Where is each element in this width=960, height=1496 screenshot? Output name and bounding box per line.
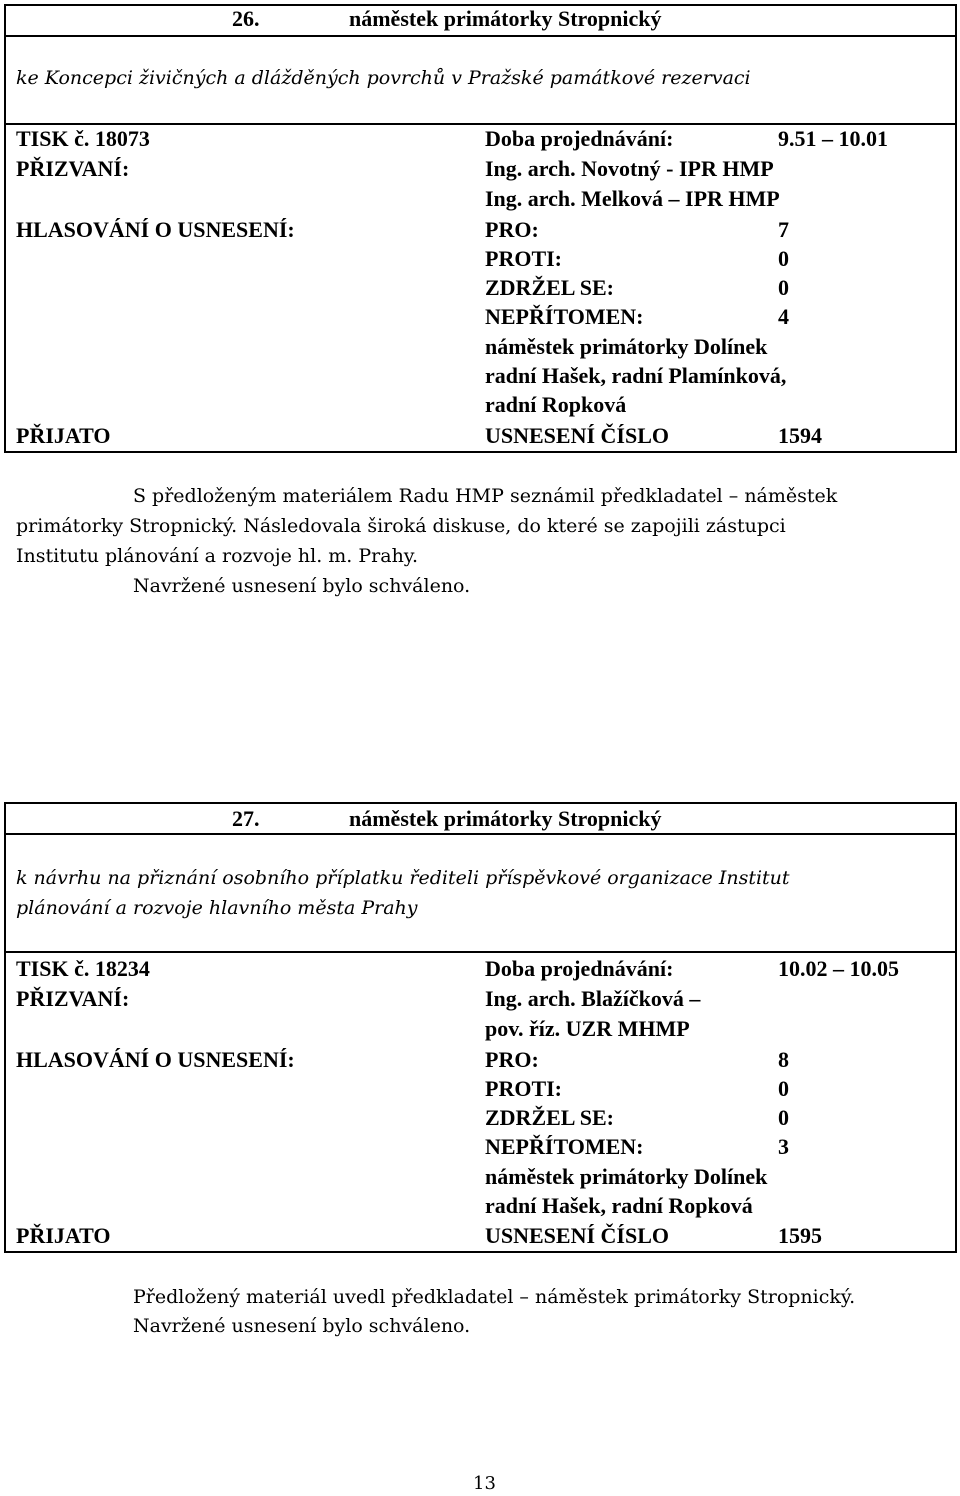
doba-label: Doba projednávání:: [485, 956, 674, 981]
absent-member: radní Hašek, radní Ropková: [485, 1193, 753, 1218]
prijato-label: PŘIJATO: [16, 423, 111, 448]
prizvani-label: PŘIZVANÍ:: [16, 986, 130, 1011]
doba-value: 9.51 – 10.01: [778, 126, 888, 151]
item-presenter: náměstek primátorky Stropnický: [349, 6, 662, 31]
note-line: S předloženým materiálem Radu HMP seznámil předkladatel – náměstek: [133, 485, 838, 507]
item-number: 27.: [232, 806, 260, 831]
zdrzel-label: ZDRŽEL SE:: [485, 275, 614, 300]
prizvani-person: Ing. arch. Blažíčková –: [485, 986, 701, 1011]
divider: [4, 833, 957, 835]
divider: [4, 123, 957, 125]
item-topic: ke Koncepci živičných a dlážděných povrchů v Pražské památkové rezervaci: [16, 67, 751, 89]
note-line: primátorky Stropnický. Následovala široká diskuse, do které se zapojili zástupci: [16, 515, 786, 537]
doba-value: 10.02 – 10.05: [778, 956, 899, 981]
proti-value: 0: [778, 1076, 789, 1101]
prizvani-person: Ing. arch. Melková – IPR HMP: [485, 186, 780, 211]
nepritomen-label: NEPŘÍTOMEN:: [485, 1134, 644, 1159]
usneseni-number: 1594: [778, 423, 822, 448]
item-number: 26.: [232, 6, 260, 31]
nepritomen-value: 4: [778, 304, 789, 329]
note-line: Navržené usnesení bylo schváleno.: [133, 1315, 471, 1337]
usneseni-label: USNESENÍ ČÍSLO: [485, 423, 670, 448]
absent-member: radní Hašek, radní Plamínková,: [485, 363, 787, 388]
absent-member: radní Ropková: [485, 392, 627, 417]
zdrzel-label: ZDRŽEL SE:: [485, 1105, 614, 1130]
pro-label: PRO:: [485, 217, 539, 242]
divider: [4, 951, 957, 953]
proti-label: PROTI:: [485, 246, 562, 271]
pro-label: PRO:: [485, 1047, 539, 1072]
prizvani-person: pov. říz. UZR MHMP: [485, 1016, 690, 1041]
note-line: Navržené usnesení bylo schváleno.: [133, 575, 471, 597]
nepritomen-label: NEPŘÍTOMEN:: [485, 304, 644, 329]
page-number: 13: [473, 1473, 496, 1494]
zdrzel-value: 0: [778, 1105, 789, 1130]
note-line: Institutu plánování a rozvoje hl. m. Prahy.: [16, 545, 419, 567]
note-line: Předložený materiál uvedl předkladatel – náměstek primátorky Stropnický.: [133, 1286, 856, 1308]
usneseni-number: 1595: [778, 1223, 822, 1248]
tisk-number: TISK č. 18234: [16, 956, 150, 981]
absent-member: náměstek primátorky Dolínek: [485, 334, 768, 359]
pro-value: 8: [778, 1047, 789, 1072]
divider: [4, 35, 957, 37]
prijato-label: PŘIJATO: [16, 1223, 111, 1248]
absent-member: náměstek primátorky Dolínek: [485, 1164, 768, 1189]
prizvani-label: PŘIZVANÍ:: [16, 156, 130, 181]
prizvani-person: Ing. arch. Novotný - IPR HMP: [485, 156, 774, 181]
doba-label: Doba projednávání:: [485, 126, 674, 151]
tisk-number: TISK č. 18073: [16, 126, 150, 151]
hlasovani-label: HLASOVÁNÍ O USNESENÍ:: [16, 217, 295, 242]
proti-label: PROTI:: [485, 1076, 562, 1101]
pro-value: 7: [778, 217, 789, 242]
nepritomen-value: 3: [778, 1134, 789, 1159]
item-presenter: náměstek primátorky Stropnický: [349, 806, 662, 831]
zdrzel-value: 0: [778, 275, 789, 300]
usneseni-label: USNESENÍ ČÍSLO: [485, 1223, 670, 1248]
proti-value: 0: [778, 246, 789, 271]
item-topic: k návrhu na přiznání osobního příplatku řediteli příspěvkové organizace Institut: [16, 867, 790, 889]
item-topic: plánování a rozvoje hlavního města Prahy: [16, 897, 418, 919]
hlasovani-label: HLASOVÁNÍ O USNESENÍ:: [16, 1047, 295, 1072]
